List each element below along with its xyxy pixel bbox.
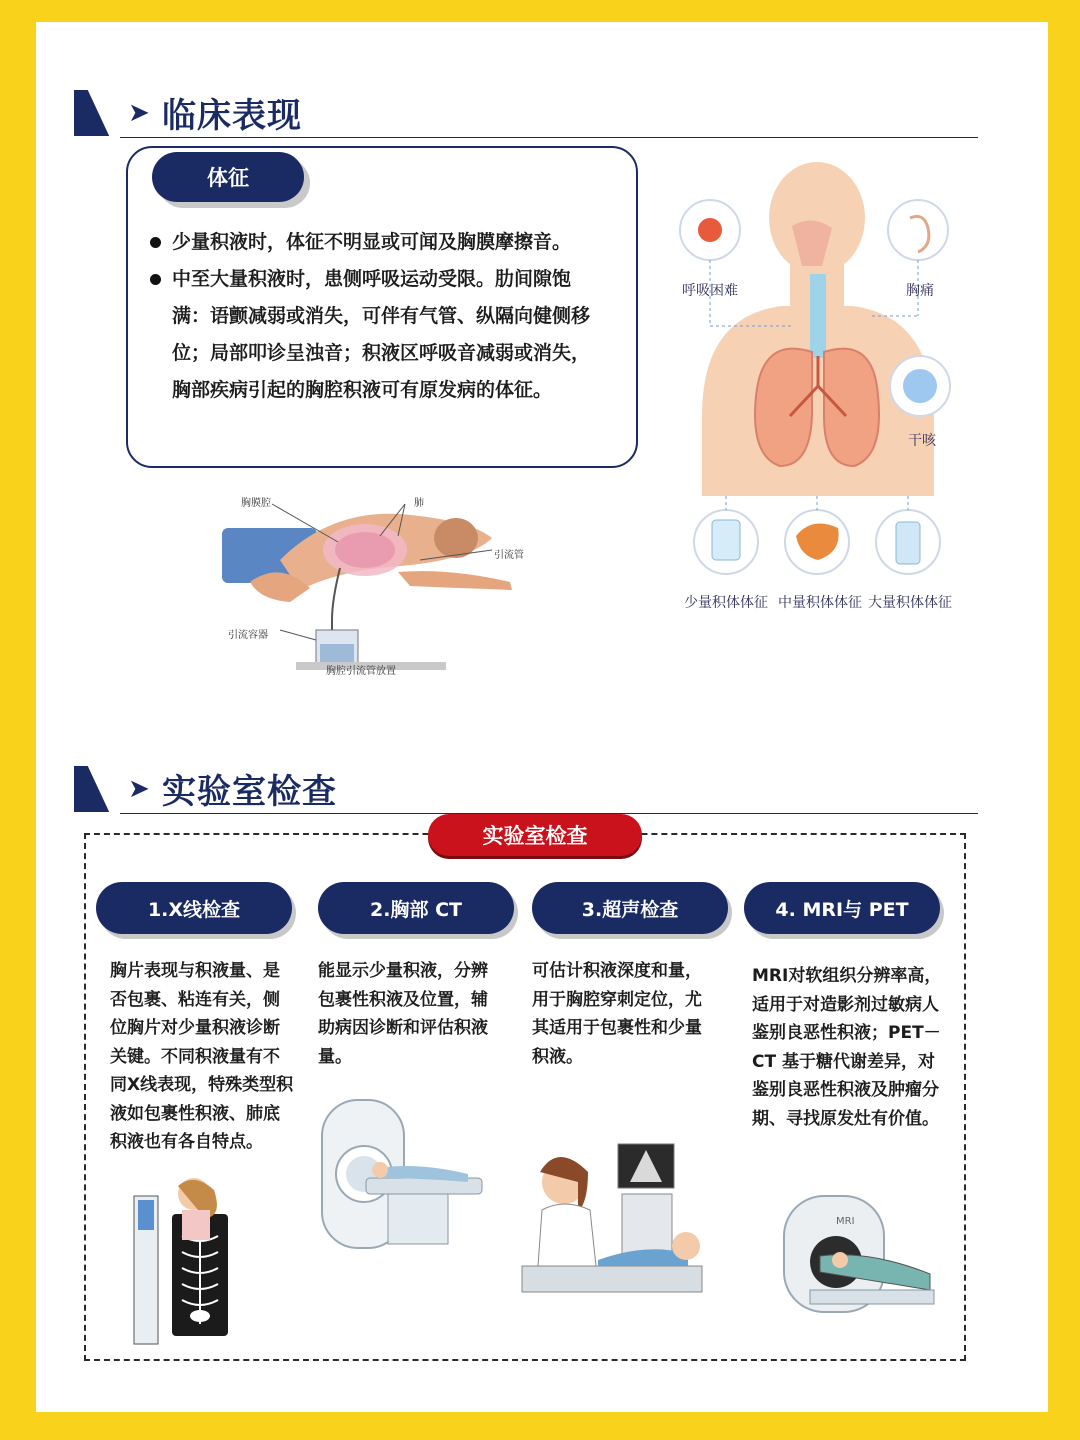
section-title: 临床表现 <box>162 96 302 136</box>
label-large-effusion: 大量积体体征 <box>868 595 952 611</box>
list-item: 中至大量积液时，患侧呼吸运动受限。肋间隙饱满：语颤减弱或消失，可伴有气管、纵隔向健侧移位；局部叩诊呈浊音；积液区呼吸音减弱或消失，胸部疾病引起的胸腔积液可有原发病的体征。 <box>148 261 608 409</box>
chevron-right-icon: ➤ <box>128 774 150 804</box>
list-item: 少量积液时，体征不明显或可闻及胸膜摩擦音。 <box>148 224 608 261</box>
anatomy-illustration <box>672 156 962 596</box>
lab-banner: 实验室检查 <box>428 814 642 856</box>
lab-item-label: 4. MRI与 PET <box>744 882 940 934</box>
label-medium-effusion: 中量积体体征 <box>778 595 862 611</box>
lab-item-label: 1.X线检查 <box>96 882 292 934</box>
mri-label: MRI <box>836 1216 855 1227</box>
section-title: 实验室检查 <box>162 772 337 812</box>
lab-item-text: 可估计积液深度和量，用于胸腔穿刺定位，尤其适用于包裹性和少量积液。 <box>532 961 702 1067</box>
ct-scanner-illustration <box>318 1092 488 1256</box>
section-header-lab <box>74 764 978 814</box>
label-pleural-cavity: 胸膜腔 <box>241 498 271 509</box>
lab-item-label: 3.超声检查 <box>532 882 728 934</box>
section-header-clinical <box>74 88 978 138</box>
label-drain-tube: 引流管 <box>494 550 524 561</box>
mri-scanner-illustration <box>780 1192 940 1324</box>
lab-item-text: MRI对软组织分辨率高，适用于对造影剂过敏病人鉴别良恶性积液；PET－CT 基于糖代谢差异，对鉴别良恶性积液及肿瘤分期、寻找原发灶有价值。 <box>752 966 942 1129</box>
label-dry-cough: 干咳 <box>908 433 936 449</box>
signs-list <box>148 224 608 409</box>
label-dyspnea: 呼吸困难 <box>682 283 738 299</box>
header-rule <box>120 137 978 139</box>
lab-item-text: 能显示少量积液，分辨包裹性积液及位置，辅助病因诊断和评估积液量。 <box>318 961 488 1067</box>
header-accent-block <box>74 766 116 812</box>
lab-item-text: 胸片表现与积液量、是否包裹、粘连有关，侧位胸片对少量积液诊断关键。不同积液量有不同X线表现，特殊类型积液如包裹性积液、肺底积液也有各自特点。 <box>110 961 294 1152</box>
label-chest-pain: 胸痛 <box>906 283 934 299</box>
xray-illustration <box>128 1174 278 1346</box>
chest-drain-illustration <box>220 490 540 680</box>
ultrasound-illustration <box>518 1142 708 1306</box>
header-accent-block <box>74 90 116 136</box>
lab-item-label: 2.胸部 CT <box>318 882 514 934</box>
label-lung: 肺 <box>414 498 424 509</box>
label-drain-container: 引流容器 <box>228 630 268 641</box>
drain-caption: 胸腔引流管放置 <box>326 666 396 677</box>
label-small-effusion: 少量积体体征 <box>684 595 768 611</box>
signs-label: 体征 <box>152 152 304 202</box>
chevron-right-icon: ➤ <box>128 98 150 128</box>
